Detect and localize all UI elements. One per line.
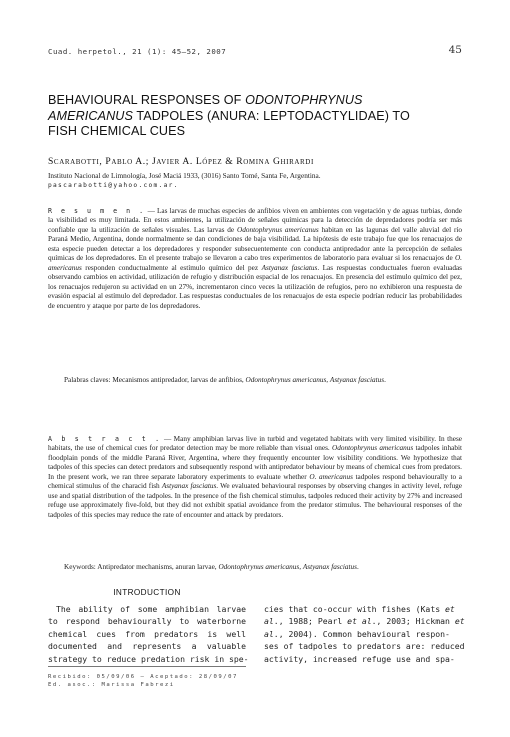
body-line: activity, increased refuge use and spa- — [264, 653, 455, 664]
abstract-species-1: Odontophrynus americanus — [332, 444, 414, 453]
abstract-text-2: tadpoles inhabit floodplain ponds of the middle Paraná River, Argentina, where they frequently encounter low visibility conditions. We hypothesize that tadpoles of this species can detect predators and subsequently respond with antipredator behaviour by means of chemical cues from predators. In the present work, we ran three separate laboratory experiments to evaluate whether — [48, 444, 462, 481]
keywords-end: . — [357, 563, 359, 571]
palabras-claves-sep: , — [326, 376, 330, 384]
abstract-species-2: O. americanus — [309, 472, 353, 481]
abstract-paragraph — [48, 435, 462, 520]
abstract-text-3: tadpoles respond behaviourally to a chemical stimulus of the characid fish — [48, 472, 462, 491]
section-heading-introduction: INTRODUCTION — [113, 588, 181, 597]
body-italic: et al — [347, 616, 372, 627]
body-line — [264, 603, 462, 615]
journal-citation: Cuad. herpetol., 21 (1): 45–52, 2007 — [48, 47, 227, 56]
abstract-text-1: — Many amphibian larvas live in turbid and vegetated habitats with very limited visibility. In these habitats, the use of chemical cues for predator detection may be more reliable than visual ones. — [48, 435, 462, 453]
body-column-right — [264, 603, 465, 665]
running-head — [48, 45, 462, 59]
resumen-species-3: Astyanax fasciatus — [261, 263, 318, 272]
resumen-text-1: — Las larvas de muchas especies de anfibios viven en ambientes con vegetación y de aguas turbias, donde la visibilidad es muy limitada. En estos ambientes, la utilización de señales químicas para la detección de depredadores podría ser más confiable que la utilización de señales visuales. Las larvas de — [48, 207, 463, 234]
resumen-text-3: responden conductualmente al estímulo químico del pez — [81, 263, 262, 272]
resumen-paragraph — [48, 207, 462, 311]
institution: Instituto Nacional de Limnología, José Maciá 1933, (3016) Santo Tomé, Santa Fe, Argentina. — [48, 171, 321, 180]
body-text: ., 2003; Hickman — [371, 616, 455, 627]
resumen-species-1: Odontophrynus americanus — [236, 225, 319, 234]
palabras-claves-species-1: Odontophrynus americanus — [245, 376, 327, 384]
keywords-label: Keywords: — [64, 563, 96, 571]
abstract-text-4: . We evaluated behavioural responses by observing changes in activity level, refuge use and spatial distribution of the tadpoles. In the presence of the fish chemical stimulus, tadpoles reduced their activity by 27% and increased refuge use approximately five-fold, but they did not exhibit spatial avoidance from the predator stimulus. The behavioural responses of the tadpoles of this species may reduce the rate of encounter and attack by predators. — [48, 482, 463, 519]
received-dates: Recibido: 05/09/06 — Aceptado: 28/09/07 — [48, 674, 238, 680]
keywords-text: Antipredator mechanisms, anuran larvae, — [95, 563, 219, 571]
palabras-claves-label: Palabras claves: — [64, 376, 111, 384]
abstract-label: A b s t r a c t . — [48, 435, 162, 443]
palabras-claves-text: Mecanismos antipredador, larvas de anfibios, — [110, 376, 246, 384]
body-line — [264, 615, 465, 627]
palabras-claves — [48, 376, 462, 385]
body-line: ses of tadpoles to predators are: reduced — [264, 641, 465, 652]
body-italic: et — [445, 604, 455, 614]
title-text-2: TADPOLES (ANURA: LEPTODACTYLIDAE) TO — [132, 108, 410, 123]
title-text-1: BEHAVIOURAL RESPONSES OF — [48, 93, 246, 107]
page-number: 45 — [448, 44, 462, 56]
body-text: ., 2004). Common behavioural respon- — [273, 628, 450, 639]
body-line: The ability of some amphibian larvae — [56, 604, 246, 614]
body-line — [264, 628, 462, 640]
title-species-2: AMERICANUS — [48, 108, 133, 123]
body-line: chemical cues from predators is well — [48, 628, 246, 639]
title-text-3: FISH CHEMICAL CUES — [48, 124, 186, 139]
body-italic: al — [264, 628, 274, 639]
body-line: to respond behaviourally to waterborne — [48, 616, 246, 627]
body-text: cies that co-occur with fishes (Kats — [264, 604, 445, 614]
title-species-1: ODONTOPHRYNUS — [245, 93, 363, 107]
keywords-species-2: Astyanax fasciatus — [302, 563, 357, 571]
resumen-label: R e s u m e n . — [48, 207, 146, 215]
body-line: documented and represents a valuable — [48, 641, 246, 652]
body-column-left — [48, 603, 249, 665]
body-text: ., 1988; Pearl — [273, 616, 348, 627]
resumen-text-2: habitan en las lagunas del valle aluvial del río Paraná Medio, Argentina, donde normalmente se dan condiciones de baja visibilidad. La hipótesis de este trabajo fue que los renacuajos de esta especie pueden detectar a los depredadores y responder subsecuentemente con conducta antipredador ante la percepción de señales químicas de los depredadores. En el presente trabajo se llevaron a cabo tres experimentos de laboratorio para evaluar si los renacuajos de — [48, 225, 463, 263]
affiliation — [48, 171, 321, 190]
abstract-species-3: Astyanax fasciatus — [161, 482, 217, 491]
footnote-rule — [48, 666, 246, 667]
body-italic: et — [454, 616, 465, 627]
resumen-text-4: . Las respuestas conductuales fueron evaluadas observando cambios en actividad, utilización de refugio y distribución espacial de los renacuajos. En presencia del estímulo químico del pez, los renacuajos redujeron su actividad en un 27%, incrementaron cinco veces la utilización de refugios, pero no exhibieron una respuesta de evasión espacial al estímulo del depredador. Las respuestas conductuales de los renacuajos de esta especie podrían reducir las probabilidades de encuentro y ataque por parte de los depredadores. — [48, 263, 462, 310]
author-email[interactable]: pascarabotti@yahoo.com.ar. — [48, 181, 179, 189]
palabras-claves-end: . — [384, 376, 386, 384]
keywords-species-1: Odontophrynus americanus — [218, 563, 300, 571]
body-italic: al — [264, 616, 274, 627]
palabras-claves-species-2: Astyanax fasciatus — [329, 376, 385, 384]
keywords-sep: , — [299, 563, 303, 571]
body-line: strategy to reduce predation risk in spe- — [48, 653, 249, 664]
article-title — [48, 93, 462, 140]
associate-editor: Ed. asoc.: Marissa Fabrezi — [48, 682, 175, 688]
author-list: Scarabotti, Pablo A.; Javier A. López & Romina Ghirardi — [48, 156, 314, 167]
keywords — [48, 563, 462, 572]
received-note — [48, 673, 238, 689]
resumen-species-2: O. americanus — [48, 254, 462, 272]
